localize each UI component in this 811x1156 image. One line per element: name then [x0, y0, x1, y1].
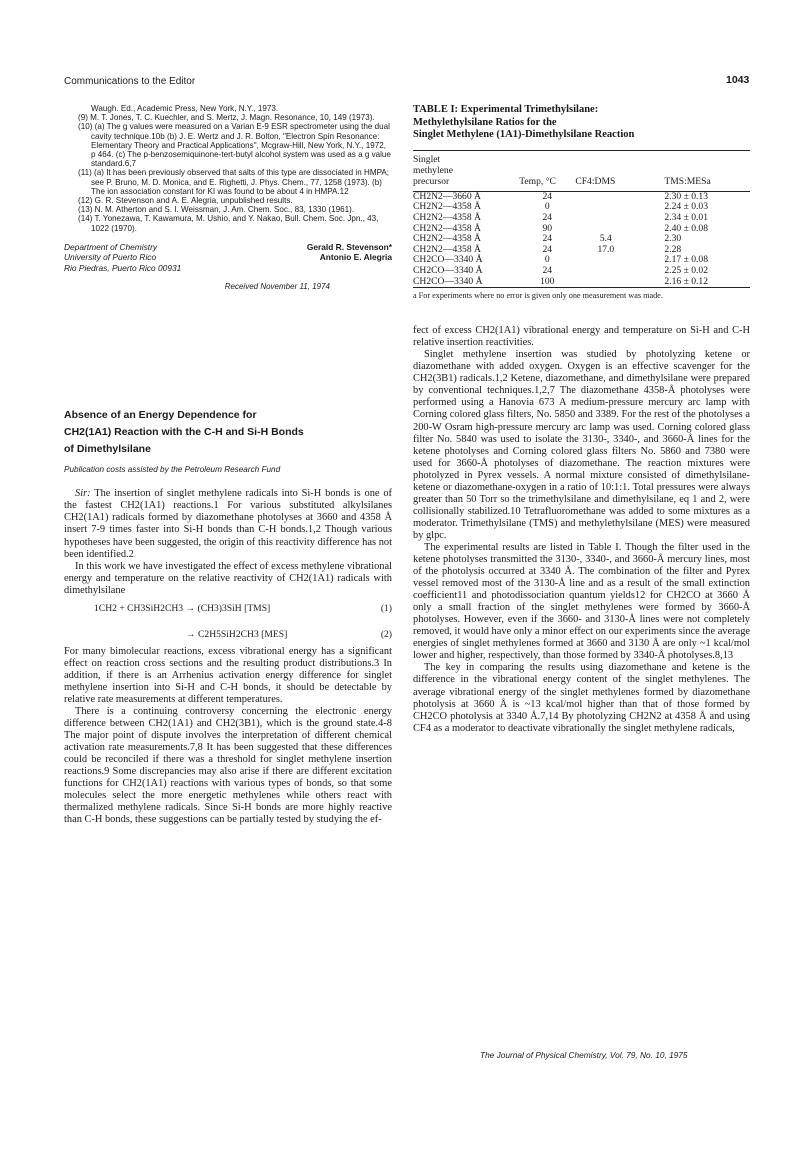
table-footnote: a For experiments where no error is given only one measurement was made. — [413, 291, 663, 301]
paragraph: The experimental results are listed in Table I. Though the filter used in the ketene photolyses transmitted the 3130-, 3340-, and 3660-Å mercury lines, most of the photolysis occurred at 3340 Å. The combination of the filter and Pyrex vessel removed most of the 3130-Å line and as a result of the small extinction coefficient11 and photodissociation quantum yields12 for CH2CO at 3660 Å only a small fraction of the singlet methylenes were formed by 3660-Å photolyses. However, even if the 3660- and 3130-Å lines were not completely removed, it would have only a minor effect on our experiments since the average energies of singlet methylenes formed at 3660 and 3130 Å are only ~1 kcal/mol lower and higher, respectively, than those formed by 3340-Å photolyses.8,13 — [413, 541, 750, 662]
table-cell-ratio: 2.34 ± 0.01 — [664, 211, 709, 223]
reference-list — [64, 104, 392, 233]
table-cell-cf4 — [575, 277, 636, 288]
table-cell-ratio: 2.30 — [664, 233, 682, 245]
table-cell-cf4 — [575, 213, 636, 224]
table-cell-cf4 — [575, 202, 636, 213]
table-cell-precursor: CH2N2—4358 Å — [413, 233, 481, 245]
table-row — [413, 266, 750, 277]
table-title: TABLE I: Experimental Trimethylsilane: Methylethylsilane Ratios for the Singlet Methylene (1A1)-Dimethylsilane Reaction — [413, 104, 635, 141]
journal-footer: The Journal of Physical Chemistry, Vol. 79, No. 10, 1975 — [480, 1050, 688, 1060]
university: University of Puerto Rico — [64, 252, 157, 263]
table-cell-temp: 24 — [542, 211, 553, 223]
table-cell-precursor: CH2CO—3340 Å — [413, 264, 483, 276]
left-column — [64, 104, 392, 826]
city: Rio Piedras, Puerto Rico 00931 — [64, 262, 182, 273]
table-cell-temp: 24 — [542, 264, 553, 276]
table-cell-precursor: CH2N2—4358 Å — [413, 211, 481, 223]
table-cell-precursor: CH2N2—4358 Å — [413, 243, 481, 255]
table-cell-ratio: 2.40 ± 0.08 — [664, 222, 709, 234]
table-cell-ratio: 2.25 ± 0.02 — [664, 264, 709, 276]
col-header-ratio: TMS:MESa — [664, 175, 711, 187]
right-column — [413, 104, 750, 735]
table-cell-temp: 0 — [544, 254, 550, 266]
table-cell-ratio: 2.30 ± 0.13 — [664, 190, 709, 202]
table-cell-precursor: CH2N2—3660 Å — [413, 190, 481, 202]
equation-1: 1CH2 + CH3SiH2CH3 → (CH3)3SiH [TMS] (1) — [94, 602, 392, 614]
table-cell-ratio: 2.17 ± 0.08 — [664, 254, 709, 266]
col-header-temp: Temp, °C — [519, 175, 556, 187]
department: Department of Chemistry — [64, 241, 158, 252]
article-title: Absence of an Energy Dependence for CH2(1A1) Reaction with the C-H and Si-H Bonds of Dimethylsilane — [64, 409, 304, 456]
table-cell-cf4 — [575, 191, 636, 202]
received-date: Received November 11, 1974 — [224, 282, 330, 292]
article-body-left — [64, 488, 392, 826]
reference-item: (12) G. R. Stevenson and A. E. Alegria, unpublished results. — [78, 196, 293, 206]
table-row — [413, 213, 750, 224]
table-cell-temp: 24 — [542, 190, 553, 202]
page-number: 1043 — [726, 74, 750, 86]
reference-item: (11) (a) It has been previously observed that salts of this type are dissociated in HMPA; see P. Bruno, M. D. Monica, and E. Righetti, J. Phys. Chem., 77, 1258 (1973). (b) The ion association constant for KI was found to be about 4 in HMPA.12 — [78, 168, 390, 196]
col-header-precursor: Singlet methylene precursor — [413, 153, 453, 187]
table-cell-cf4 — [575, 266, 636, 277]
reference-item: (13) N. M. Atherton and S. I. Weissman, J. Am. Chem. Soc., 83, 1330 (1961). — [78, 205, 355, 215]
table-cell-cf4: 5.4 — [599, 233, 612, 245]
paragraph: In this work we have investigated the effect of excess methylene vibrational energy and temperature on the relative reactivity of CH2(1A1) radicals with dimethylsilane — [64, 560, 392, 596]
paragraph: Singlet methylene insertion was studied by photolyzing ketene or diazomethane with added oxygen. Oxygen is an effective scavenger for the CH2(3B1) radicals.1,2 Ketene, diazomethane, and dimethylsilane were prepared by conventional techniques.1,2,7 The diazomethane 4358-Å photolyses were performed using a Hanovia 673 A medium-pressure mercury arc lamp with Corning colored glass filters, No. 5850 and 3389. For the rest of the photolyses a 200-W Osram high-pressure mercury arc lamp was used. Corning colored glass filter No. 5840 was used to isolate the 3130-, 3340-, and 3660-Å lines for the ketene photolyses and Corning colored glass filters No. 5860 and 7380 were used for 3660-Å photolyses of diazomethane. The reaction mixtures were photolyzed in Pyrex vessels. A normal mixture consisted of dimethylsilane-ketene or diazomethane-oxygen in a ratio of 10:1:1. Total pressures were always greater than 50 Torr so the trimethylsilane and dimethylsilane, eq 1 and 2, were collisionally stabilized.10 Tetrafluoromethane was added to some mixtures as a moderator. Trimethylsilane (TMS) and methylethylsilane (MES) were measured by glpc. — [413, 349, 750, 541]
table-cell-cf4: 17.0 — [597, 243, 615, 255]
affiliation-block — [64, 242, 392, 274]
table-cell-temp: 24 — [542, 243, 553, 255]
table-cell-ratio: 2.16 ± 0.12 — [664, 275, 709, 287]
paragraph: fect of excess CH2(1A1) vibrational energy and temperature on Si-H and C-H relative insertion reactivities. — [413, 325, 750, 349]
results-table — [413, 150, 750, 287]
reference-item: (14) T. Yonezawa, T. Kawamura, M. Ushio, and Y. Nakao, Bull. Chem. Soc. Jpn., 43, 1022 (1970). — [78, 214, 379, 233]
paragraph: Sir: The insertion of singlet methylene radicals into Si-H bonds is one of the fastest CH2(1A1) reactions.1 For various substituted alkylsilanes CH2(1A1) radicals formed by diazomethane photolyses at 3660 and 4358 Å insert 7-9 times faster into Si-H bonds than C-H bonds.1,2 Though various hypotheses have been suggested, the origin of this reactivity difference has not been identified.2 — [64, 488, 392, 560]
table-cell-precursor: CH2N2—4358 Å — [413, 222, 481, 234]
table-cell-temp: 90 — [542, 222, 553, 234]
reference-item: (9) M. T. Jones, T. C. Kuechler, and S. Mertz, J. Magn. Resonance, 10, 149 (1973). — [78, 113, 375, 123]
equation-2: → C2H5SiH2CH3 [MES] (2) — [186, 628, 392, 640]
publication-note: Publication costs assisted by the Petroleum Research Fund — [64, 465, 281, 475]
author-name: Antonio E. Alegria — [319, 252, 392, 263]
reference-item: Waugh. Ed., Academic Press, New York, N.Y., 1973. — [91, 104, 279, 113]
paragraph: The key in comparing the results using diazomethane and ketene is the difference in the vibrational energy content of the singlet methylenes. The average vibrational energy of the singlet methylenes formed by diazomethane photolysis at 3660 Å is ~13 kcal/mol higher than that of those formed by CH2CO photolysis at 3340 Å.7,14 By photolyzing CH2N2 at 4358 Å and using CF4 as a moderator to deactivate vibrationally the singlet methylene radicals, — [413, 662, 750, 734]
running-header: Communications to the Editor — [64, 76, 196, 87]
col-header-cf4: CF4:DMS — [575, 175, 616, 187]
paragraph: There is a continuing controversy concerning the electronic energy difference between CH2(1A1) and CH2(3B1), which is the ground state.4-8 The major point of dispute involves the interpretation of different chemical activation rate measurements.7,8 It has been suggested that these differences could be reconciled if there was a threshold for singlet methylene insertion reactions.9 Some discrepancies may also arise if there are different excitation functions for CH2(1A1) reactions with various types of bonds, so that some molecules select the more energetic methylenes while others react with thermalized methylene radicals. Since Si-H bonds are more highly reactive than C-H bonds, these suggestions can be partially tested by studying the ef- — [64, 706, 392, 826]
table-cell-precursor: CH2CO—3340 Å — [413, 254, 483, 266]
table-cell-temp: 0 — [544, 201, 550, 213]
article-body-right — [413, 325, 750, 735]
table-cell-ratio: 2.28 — [664, 243, 682, 255]
table-cell-temp: 100 — [540, 275, 555, 287]
table-cell-ratio: 2.24 ± 0.03 — [664, 201, 709, 213]
table-cell-cf4 — [575, 255, 636, 266]
table-cell-temp: 24 — [542, 233, 553, 245]
reference-item: (10) (a) The g values were measured on a Varian E-9 ESR spectrometer using the dual cavity technique.10b (b) J. E. Wertz and J. R. Bolton, "Electron Spin Resonance: Elementary Theory and Practical Applications", Mcgraw-Hill, New York, N.Y., 1972, p 464. (c) The p-benzosemiquinone-tert-butyl alcohol system was used as a g value standard.6,7 — [78, 122, 391, 169]
paragraph: For many bimolecular reactions, excess vibrational energy has a significant effect on reaction cross sections and the resulting product distributions.3 In addition, if there is an Arrhenius activation energy difference for singlet methylene insertion into Si-H and C-H bonds, it should be detectable by relative rate measurements at different temperatures. — [64, 645, 392, 705]
table-cell-precursor: CH2N2—4358 Å — [413, 201, 481, 213]
author-name: Gerald R. Stevenson* — [306, 241, 392, 252]
table-cell-precursor: CH2CO—3340 Å — [413, 275, 483, 287]
table-row — [413, 277, 750, 288]
